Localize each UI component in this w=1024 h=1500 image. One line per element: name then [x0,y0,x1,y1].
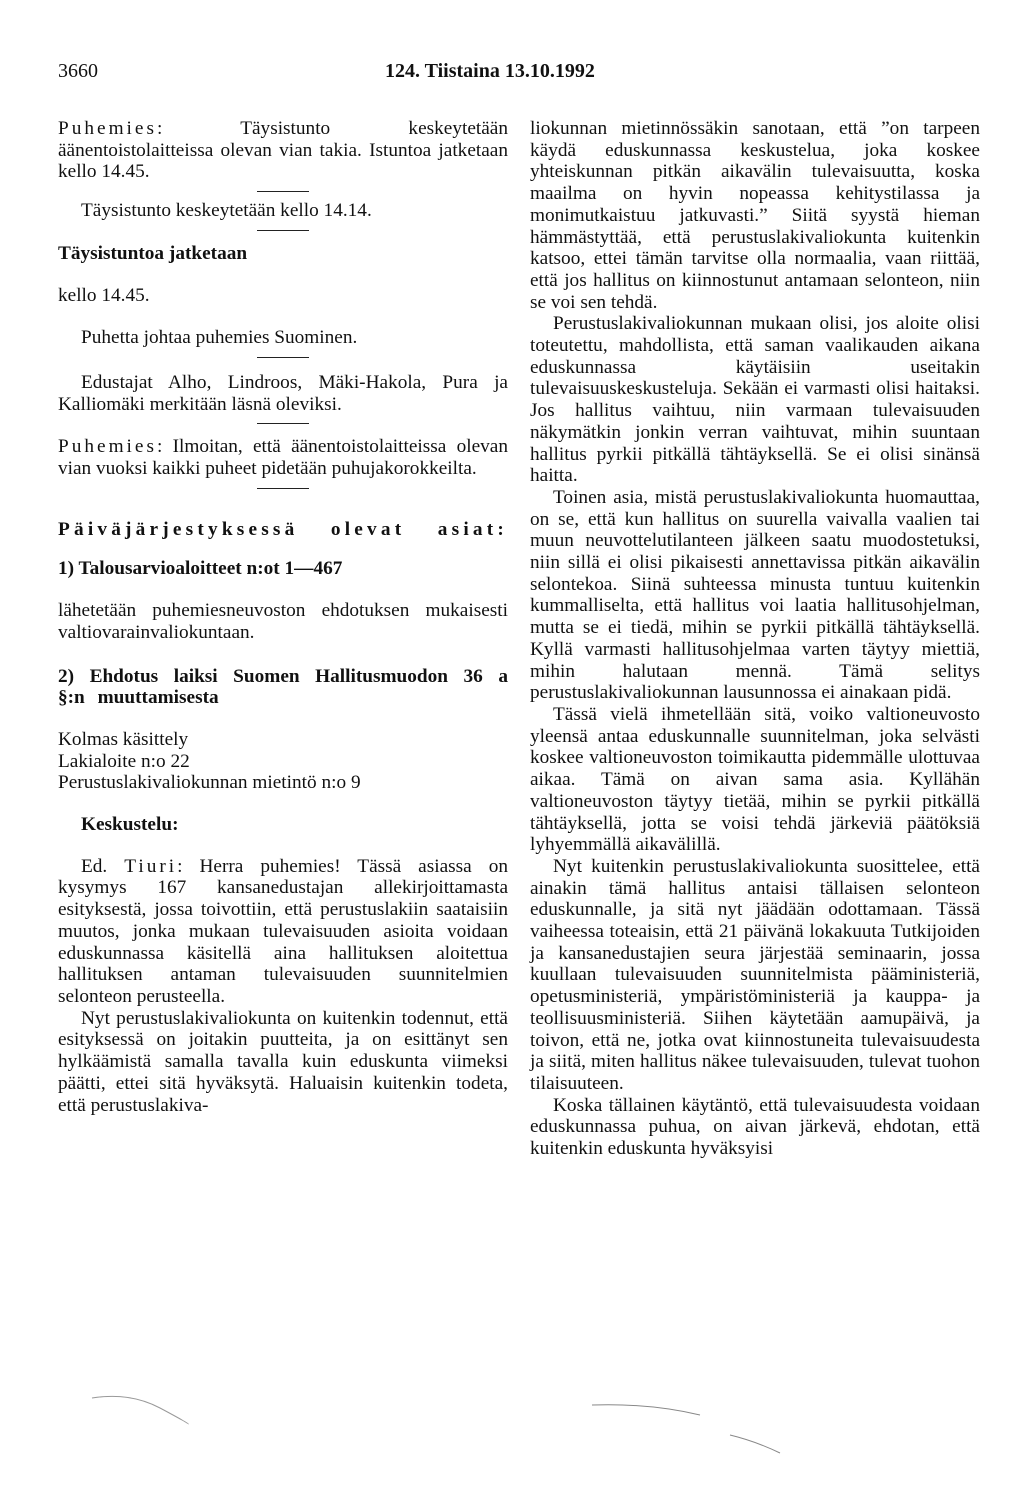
speaker-paragraph [58,436,508,479]
speech-paragraph: Tässä vielä ihmetellään sitä, voiko valtioneuvosto yleensä antaa eduskunnalle suunnitelman, joka selvästi koskee valtioneuvoston toimikautta pidemmälle ulottuvaa aikaa. Tämä on aivan sama asia. Kyllähän valtioneuvoston täytyy tietää, mihin se pyrkii pitkällä tähtäyksellä, jotta se voisi tehdä järkeviä päätöksiä lyhyemmällä aikavälillä. [530,703,980,856]
scan-mark-line [92,1396,188,1424]
session-title: 124. Tiistaina 13.10.1992 [385,60,595,82]
resume-time: kello 14.45. [58,284,150,306]
section-divider [257,230,309,231]
committee-report: Perustuslakivaliokunnan mietintö n:o 9 [58,772,361,794]
speech-paragraph: Toinen asia, mistä perustuslakivaliokunta huomauttaa, on se, että kun hallitus on suurella vaivalla vaalien tai muun neuvottelutilanteen jälkeen saatu muodostetuksi, niin sillä ei olisi pikaisesti annettavissa pitkän aikavälin selontekoa. Siinä suhteessa minusta tuntuu kuitenkin kummalliselta, että hallitus voi laatia hallitusohjelman, mutta se ei tiedä, mihin se pyrkii pitkällä tähtäyksellä. Kyllä varmasti hallitusohjelmaa varten täytyy miettiä, mihin halutaan mennä. Tämä selitys perustuslakivaliokunnan lausunnossa ei ainakaan pidä. [530,486,980,704]
present-note: Edustajat Alho, Lindroos, Mäki-Hakola, Pura ja Kalliomäki merkitään läsnä oleviksi. [58,371,508,415]
scan-mark-line [730,1435,780,1453]
speaker-text: : Täysistunto keskeytetään äänentoistolaitteissa olevan vian takia. Istuntoa jatketaan kello 14.45. [58,118,508,183]
page-header [58,60,983,88]
speech-paragraph: Perustuslakivaliokunnan mukaan olisi, jos aloite olisi toteutettu, mahdollista, että saman vaalikauden aikana eduskunnassa käytäisiin useitakin tulevaisuuskeskusteluja. Sekään ei varmasti olisi haitaksi. Jos hallitus vaihtuu, niin varmaan tulevaisuuden näkymätkin jonkin verran vaihtuvat, mihin suuntaan hallitus pyrkii pitkällä tähtäyksellä. Se ei olisi sinänsä haitta. [530,313,980,487]
section-divider [257,191,309,192]
speech-paragraph: Koska tällainen käytäntö, että tulevaisuudesta voidaan eduskunnassa puhua, on aivan järkevä, ehdotan, että kuitenkin eduskunta hyväksyisi [530,1094,980,1160]
speaker-text: : Ilmoitan, että äänentoistolaitteissa olevan vian vuoksi kaikki puheet pidetään puhujakorokkeilta. [58,436,508,480]
discussion-heading: Keskustelu: [81,814,179,836]
speaker-prefix: Ed. [81,855,108,877]
speech-text: : Herra puhemies! Tässä asiassa on kysymys 167 kansanedustajan allekirjoittamasta esityksestä, jossa toivottiin, että perustuslakiin saataisiin muutos, jonka mukaan tulevaisuuden asioita voidaan eduskunnassa käsitellä aina hallituksen aloitettua hallituksen antaman tulevaisuuden suunnitelmien selonteon perusteella. [58,855,508,1007]
bill-number: Lakialoite n:o 22 [58,750,190,772]
speech-paragraph: Nyt perustuslakivaliokunta on kuitenkin todennut, että esityksessä on joitakin puutteita, ja on esittänyt sen hylkäämistä samalla tavalla kuin eduskunta viimeksi päätti, ettei sitä hyväksytä. Haluaisin kuitenkin todeta, että perustuslakiva- [58,1007,508,1116]
speech-paragraph: Nyt kuitenkin perustuslakivaliokunta suosittelee, että ainakin tämä hallitus antaisi tällaisen selonteon eduskunnalle, ja sitä nyt jäädään odottamaan. Tässä vaiheessa toteaisin, että 21 päivänä lokakuuta Tutkijoiden ja kansanedustajien seura järjestää seminaarin, jossa kuullaan tulevaisuuden suunnitelmista pääministeriä, opetusministeriä, ympäristöministeriä ja kauppa- ja teollisuusministeriä. Siihen käytetään aamupäivä, ja toivon, että ne, jotka ovat kiinnostuneita tulevaisuudesta ja siitä, miten hallitus näkee tulevaisuuden, tulevat tuohon tilaisuuteen. [530,855,980,1094]
speaker-name: Puhemies [58,436,157,458]
section-divider [257,488,309,489]
speaker-name: Tiuri [124,855,178,877]
speaker-name: Puhemies [58,118,157,139]
agenda-item-title: 1) Talousarvioaloitteet n:ot 1—467 [58,558,343,580]
speech-paragraph: liokunnan mietinnössäkin sanotaan, että ”on tarpeen käydä eduskunnassa keskustelua, joka koskee yhteiskunnan pitkän aikavälin tulevaisuutta, koska maailma on hyvin nopeassa kehitystilassa ja monimutkaistuu jatkuvasti.” Siitä syystä hieman hämmästyttää, että perustuslakivaliokunta kuitenkin katsoo, ettei tämän tarvitse olla normaalia, vaan riittää, että jos hallitus on kiinnostunut antamaan selonteon, niin se voi sen tehdä. [530,118,980,313]
speech-paragraph [58,856,508,1008]
scan-mark [90,1390,190,1430]
section-divider [257,357,309,358]
scan-mark [590,1395,790,1455]
resume-heading: Täysistuntoa jatketaan [58,242,248,264]
page-number: 3660 [58,60,98,82]
agenda-item-title: 2) Ehdotus laiksi Suomen Hallitusmuodon 36 a §:n muuttamisesta [58,665,508,709]
suspension-note: Täysistunto keskeytetään kello 14.14. [81,200,372,222]
left-column [58,118,508,1116]
speaker-paragraph [58,118,508,183]
right-column [530,118,980,1160]
scan-mark-line [592,1405,700,1415]
reading-stage: Kolmas käsittely [58,728,189,750]
agenda-item-text: lähetetään puhemiesneuvoston ehdotuksen mukaisesti valtiovarainvaliokuntaan. [58,600,508,643]
agenda-heading: Päiväjärjestyksessä olevat asiat: [58,518,508,540]
section-divider [257,423,309,424]
chair-note: Puhetta johtaa puhemies Suominen. [81,327,358,349]
